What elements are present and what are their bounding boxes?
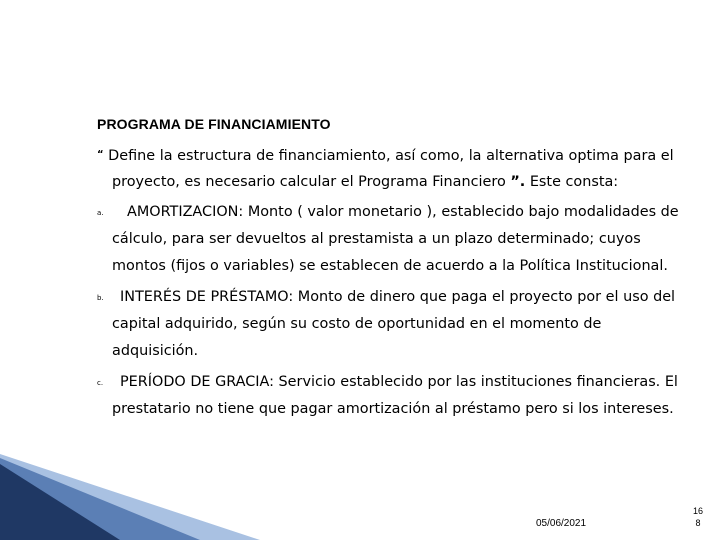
- close-quote-mark: ”.: [510, 174, 526, 190]
- list-label-b: b.: [97, 294, 104, 302]
- page-number-bottom: 8: [695, 518, 701, 528]
- open-quote-mark: “: [97, 149, 104, 160]
- intro-line-1: [97, 146, 674, 165]
- item-c-line-2: prestatario no tiene que pagar amortización al préstamo pero si los intereses.: [112, 401, 674, 417]
- list-label-a: a.: [97, 209, 104, 217]
- item-a-line-2: cálculo, para ser devueltos al prestamista a un plazo determinado; cuyos: [112, 231, 641, 247]
- page-number-top: 16: [692, 506, 703, 516]
- item-b-line-1: INTERÉS DE PRÉSTAMO: Monto de dinero que paga el proyecto por el uso del: [120, 289, 676, 305]
- item-b-line-2: capital adquirido, según su costo de oportunidad en el momento de: [112, 316, 602, 332]
- corner-swoosh-decoration: [0, 454, 260, 540]
- intro-line-2-end: Este consta:: [525, 174, 619, 190]
- item-a-line-3: montos (fijos o variables) se establecen de acuerdo a la Política Institucional.: [112, 258, 668, 274]
- footer-page-number: [688, 505, 708, 529]
- intro-line-2-text: proyecto, es necesario calcular el Programa Financiero: [112, 174, 511, 190]
- intro-line-1-text: Define la estructura de financiamiento, así como, la alternativa optima para el: [108, 148, 674, 164]
- footer-date: 05/06/2021: [536, 518, 587, 529]
- item-b-line-3: adquisición.: [112, 343, 199, 359]
- list-label-c: c.: [97, 379, 104, 387]
- intro-line-2: [112, 173, 618, 191]
- item-a-line-1: AMORTIZACION: Monto ( valor monetario ), establecido bajo modalidades de: [127, 204, 679, 220]
- item-c-line-1: PERÍODO DE GRACIA: Servicio establecido por las instituciones financieras. El: [120, 374, 678, 390]
- slide-title: PROGRAMA DE FINANCIAMIENTO: [97, 116, 331, 132]
